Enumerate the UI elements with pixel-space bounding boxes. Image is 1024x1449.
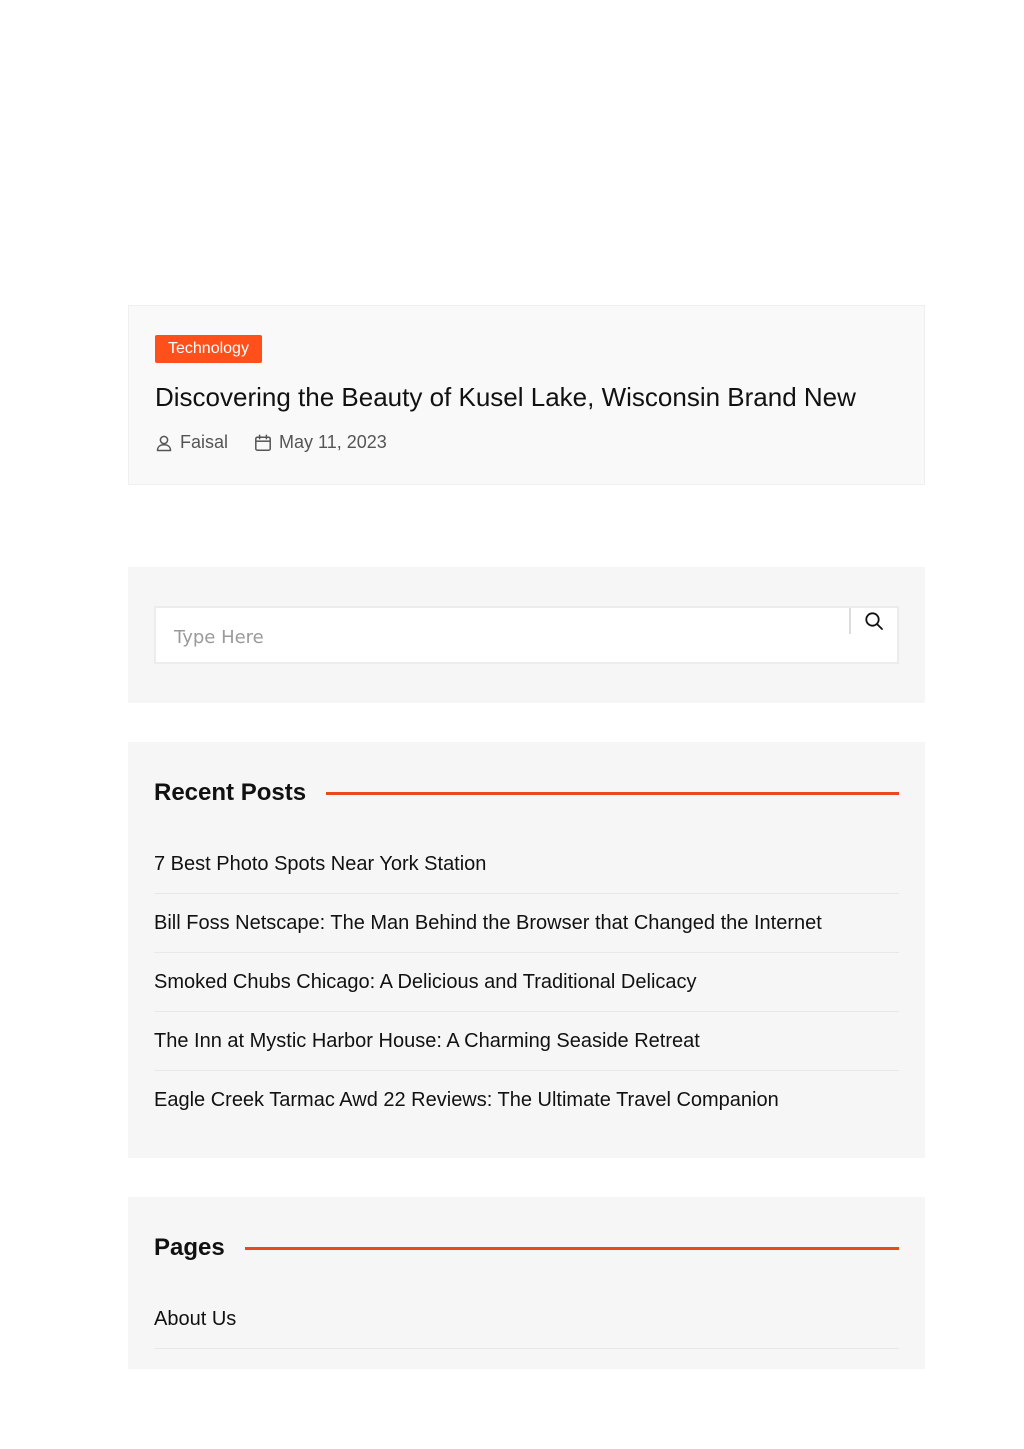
pages-widget <box>128 1197 925 1369</box>
title-divider <box>245 1247 899 1250</box>
post-author[interactable] <box>155 432 228 453</box>
recent-post-link[interactable]: Bill Foss Netscape: The Man Behind the Browser that Changed the Internet <box>154 894 899 953</box>
post-date[interactable] <box>254 432 387 453</box>
pages-title: Pages <box>154 1234 225 1261</box>
pages-header <box>154 1234 899 1262</box>
search-icon <box>864 611 884 631</box>
recent-post-link[interactable]: Eagle Creek Tarmac Awd 22 Reviews: The Ultimate Travel Companion <box>154 1089 779 1111</box>
calendar-icon <box>254 434 272 452</box>
user-icon <box>155 434 173 452</box>
search-button[interactable] <box>849 608 897 634</box>
recent-posts-widget <box>128 742 925 1158</box>
page-link-about-us[interactable]: About Us <box>154 1290 899 1349</box>
recent-post-link[interactable]: The Inn at Mystic Harbor House: A Charming Seaside Retreat <box>154 1012 899 1071</box>
post-meta <box>155 432 387 453</box>
title-divider <box>326 792 899 795</box>
category-badge[interactable]: Technology <box>155 335 262 363</box>
post-card <box>128 305 925 485</box>
search-input[interactable] <box>156 608 846 662</box>
recent-posts-list <box>154 835 899 1130</box>
search-field <box>154 606 899 664</box>
post-author-name: Faisal <box>180 432 229 452</box>
recent-posts-header <box>154 779 899 807</box>
recent-post-link[interactable]: 7 Best Photo Spots Near York Station <box>154 835 899 894</box>
recent-post-link[interactable]: Smoked Chubs Chicago: A Delicious and Traditional Delicacy <box>154 953 899 1012</box>
recent-posts-title: Recent Posts <box>154 779 307 806</box>
pages-list <box>154 1290 899 1349</box>
post-date-text: May 11, 2023 <box>279 432 387 452</box>
search-widget <box>128 567 925 703</box>
post-title[interactable]: Discovering the Beauty of Kusel Lake, Wisconsin Brand New <box>155 382 856 412</box>
